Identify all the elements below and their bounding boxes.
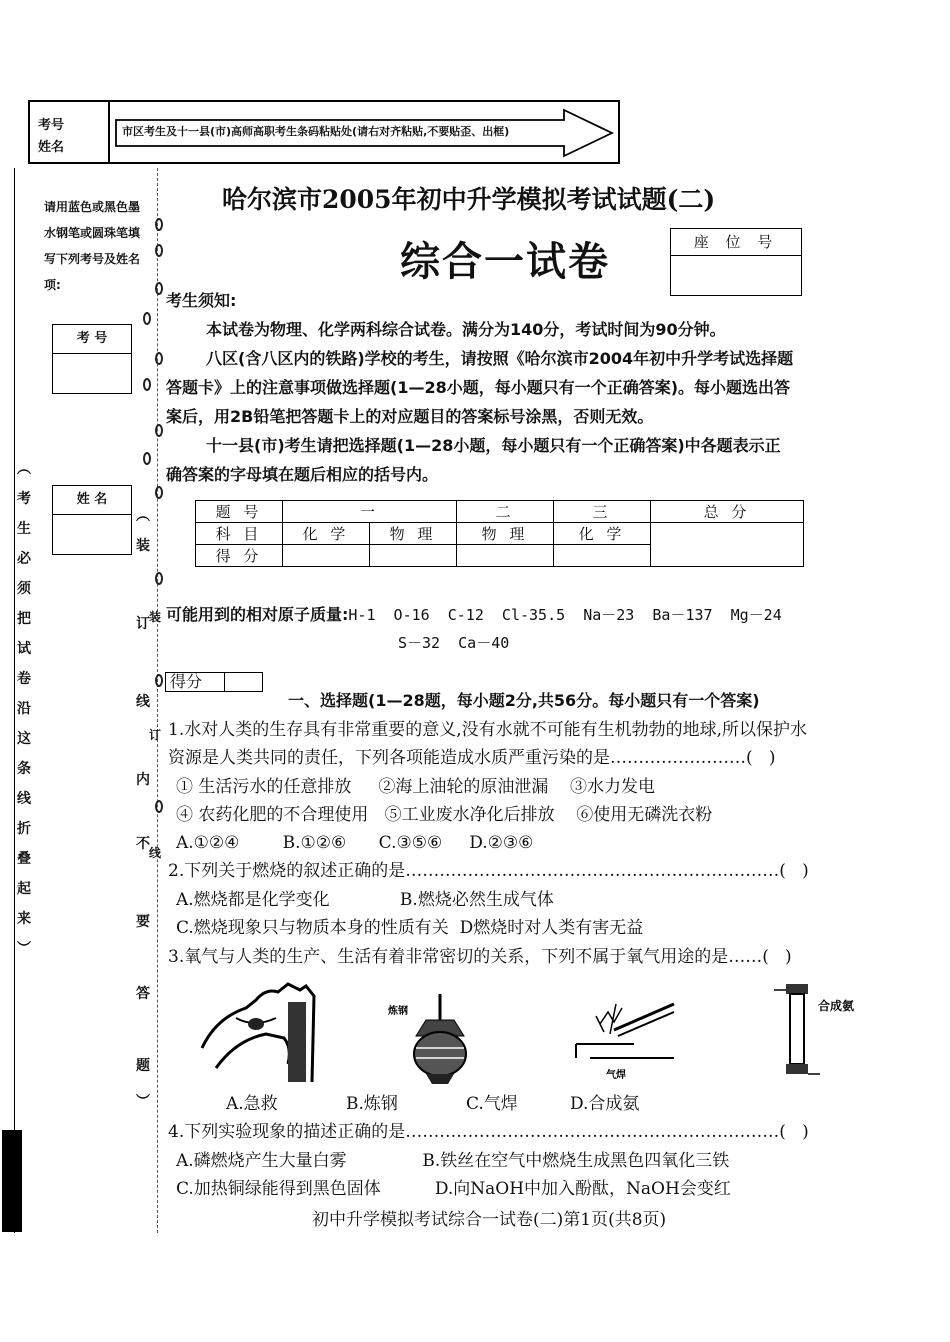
gas-welding-illustration bbox=[570, 982, 678, 1082]
score-table bbox=[195, 500, 804, 567]
q3-label-d: 合成氨 bbox=[818, 999, 855, 1013]
q2-options-a: A.燃烧都是化学变化 B.燃烧必然生成气体 bbox=[176, 890, 554, 910]
barcode-paste-instruction: 市区考生及十一县(市)高师高职考生条码粘贴处(请右对齐粘贴,不要贴歪、出框) bbox=[122, 125, 510, 138]
binding-line-notice: ︵ 装 订 线 内 不 要 答 题 ︶ bbox=[136, 508, 150, 1110]
binding-hole bbox=[155, 244, 163, 257]
q4-options-b: C.加热铜绿能得到黑色固体 D.向NaOH中加入酚酞，NaOH会变红 bbox=[176, 1179, 731, 1199]
question-4: 4.下列实验现象的描述正确的是…………………………………………………………( ) bbox=[168, 1122, 809, 1142]
notice-paragraph-2: 八区(含八区内的铁路)学校的考生，请按照《哈尔滨市2004年初中升学考试选择题 答题卡》上的注意事项做选择题(1—28小题，每小题只有一个正确答案)。每小题选出答 案后，用2B铅笔把答题卡上的对应题目的答案标号涂黑，否则无效。 bbox=[166, 349, 794, 426]
binding-hole bbox=[155, 218, 163, 231]
table-row: 题 号 一 二 三 总 分 bbox=[196, 501, 804, 523]
first-aid-illustration bbox=[196, 978, 322, 1084]
black-bar-marker bbox=[2, 1130, 22, 1232]
binding-line-labels: 装 订 线 bbox=[149, 610, 162, 860]
fill-instructions: 请用蓝色或黑色墨 水钢笔或圆珠笔填 写下列考号及姓名 项: bbox=[44, 200, 141, 292]
notice-paragraph-1: 本试卷为物理、化学两科综合试卷。满分为140分，考试时间为90分钟。 bbox=[206, 320, 726, 339]
page-subtitle: 综合一试卷 bbox=[400, 238, 610, 285]
binding-hole bbox=[143, 378, 151, 391]
name-box[interactable]: 姓 名 bbox=[52, 485, 132, 555]
barcode-strip bbox=[28, 100, 620, 164]
binding-hole bbox=[143, 452, 151, 465]
binding-hole bbox=[155, 352, 163, 365]
table-row: 得 分 bbox=[196, 545, 804, 567]
binding-hole bbox=[155, 674, 163, 687]
ammonia-synthesis-illustration bbox=[770, 980, 870, 1084]
q3-choice-b: B.炼钢 bbox=[346, 1094, 398, 1114]
exam-number-box[interactable]: 考 号 bbox=[52, 324, 132, 394]
fold-instruction: ︵ 考 生 必 须 把 试 卷 沿 这 条 线 折 叠 起 来 ︶ bbox=[17, 461, 31, 957]
q3-label-b: 炼钢 bbox=[388, 1006, 408, 1017]
binding-hole bbox=[155, 486, 163, 499]
q1-options-b: ④ 农药化肥的不合理使用 ⑤工业废水净化后排放 ⑥使用无磷洗衣粉 bbox=[176, 805, 713, 825]
q4-options-a: A.磷燃烧产生大量白雾 B.铁丝在空气中燃烧生成黑色四氧化三铁 bbox=[176, 1151, 730, 1171]
page-footer: 初中升学模拟考试综合一试卷(二)第1页(共8页) bbox=[312, 1210, 667, 1230]
steelmaking-illustration bbox=[388, 990, 478, 1086]
q3-choice-c: C.气焊 bbox=[466, 1094, 518, 1114]
exam-number-label: 考号 bbox=[38, 118, 65, 133]
question-2: 2.下列关于燃烧的叙述正确的是…………………………………………………………( ) bbox=[168, 861, 809, 881]
question-3: 3.氧气与人类的生产、生活有着非常密切的关系，下列不属于氧气用途的是……( ) bbox=[168, 947, 792, 967]
name-label: 姓名 bbox=[38, 140, 65, 155]
atomic-masses-line2: S－32 Ca－40 bbox=[398, 634, 510, 652]
question-1: 1.水对人类的生存具有非常重要的意义,没有水就不可能有生机勃勃的地球,所以保护水 资源是人类共同的责任，下列各项能造成水质严重污染的是……………………( ) bbox=[168, 720, 808, 768]
table-row: 科 目 化 学 物 理 物 理 化 学 bbox=[196, 523, 804, 545]
q3-choice-a: A.急救 bbox=[226, 1094, 278, 1114]
notice-paragraph-3: 十一县(市)考生请把选择题(1—28小题，每小题只有一个正确答案)中各题表示正 确答案的字母填在题后相应的括号内。 bbox=[166, 436, 781, 484]
section-heading: 一、选择题(1—28题，每小题2分,共56分。每小题只有一个答案) bbox=[288, 691, 760, 710]
q2-options-b: C.燃烧现象只与物质本身的性质有关 D燃烧时对人类有害无益 bbox=[176, 918, 644, 938]
q1-choices: A.①②④ B.①②⑥ C.③⑤⑥ D.②③⑥ bbox=[176, 833, 534, 853]
atomic-masses: 可能用到的相对原子质量:H-1 O-16 C-12 Cl-35.5 Na－23 Ba－137 Mg－24 bbox=[166, 605, 782, 624]
section-score-box[interactable]: 得分 bbox=[165, 672, 263, 692]
binding-hole bbox=[143, 312, 151, 325]
binding-hole bbox=[155, 282, 163, 295]
q3-label-c: 气焊 bbox=[606, 1070, 626, 1081]
page-title: 哈尔滨市2005年初中升学模拟考试试题(二) bbox=[222, 185, 716, 214]
binding-hole bbox=[155, 424, 163, 437]
q3-choice-d: D.合成氨 bbox=[570, 1094, 640, 1114]
q1-options-a: ① 生活污水的任意排放 ②海上油轮的原油泄漏 ③水力发电 bbox=[176, 777, 656, 797]
total-score-cell[interactable] bbox=[651, 523, 804, 567]
binding-hole bbox=[155, 572, 163, 585]
notice-heading: 考生须知: bbox=[166, 291, 237, 310]
seat-number-box[interactable]: 座 位 号 bbox=[670, 228, 802, 296]
binding-hole bbox=[155, 800, 163, 813]
